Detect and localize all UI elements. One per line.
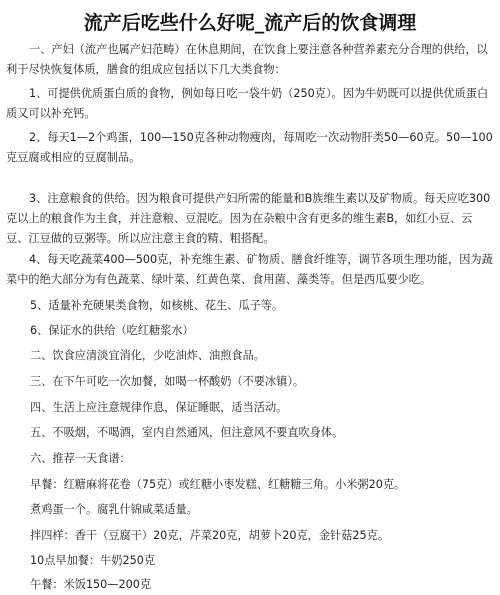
- paragraph-9: 四、生活上应注意规律作息，保证睡眠，适当活动。: [30, 401, 288, 414]
- paragraph-15: 10点早加餐：牛奶250克: [30, 554, 156, 567]
- paragraph-2: 2、每天1—2个鸡蛋，100—150克各种动物瘦肉，每周吃一次动物肝类50—60克。50—100克豆腐或相应的豆腐制品。: [6, 131, 493, 164]
- paragraph-6: 6、保证水的供给（吃红糖浆水）: [30, 324, 194, 337]
- paragraph-3: 3、注意粮食的供给。因为粮食可提供产妇所需的能量和B族维生素以及矿物质。每天应吃300克以上的粮食作为主食，并注意粮、豆混吃。因为在杂粮中含有更多的维生素B，如红小豆、云豆、江豆做的豆粥等。所以应注意主食的精、粗搭配。: [6, 192, 491, 245]
- paragraph-5: 5、适量补充硬果类食物，如核桃、花生、瓜子等。: [30, 299, 284, 312]
- paragraph-14: 拌四样：香干（豆腐干）20克，芹菜20克，胡萝卜20克，金针菇25克。: [30, 529, 390, 542]
- paragraph-16: 午餐：米饭150—200克: [30, 578, 152, 591]
- paragraph-13: 煮鸡蛋一个。腐乳什锦咸菜适量。: [30, 503, 198, 516]
- paragraph-10: 五、不吸烟，不喝酒，室内自然通风，但注意风不要直吹身体。: [30, 426, 344, 439]
- paragraph-7: 二、饮食应清淡宜消化，少吃油炸、油煎食品。: [30, 349, 265, 362]
- paragraph-intro: 一、产妇（流产也属产妇范畴）在休息期间，在饮食上要注意各种营养素充分合理的供给，以利于尽快恢复体质，膳食的组成应包括以下几大类食物：: [6, 43, 488, 76]
- paragraph-1: 1、可提供优质蛋白质的食物，例如每日吃一袋牛奶（250克）。因为牛奶既可以提供优质蛋白质又可以补充钙。: [6, 87, 489, 120]
- paragraph-12: 早餐：红糖麻将花卷（75克）或红糖小枣发糕、红糖糖三角。小米粥20克。: [30, 478, 406, 491]
- paragraph-8: 三、在下午可吃一次加餐，如喝一杯酸奶（不要冰镇）。: [30, 375, 305, 388]
- paragraph-4: 4、每天吃蔬菜400—500克，补充维生素、矿物质、膳食纤维等，调节各项生理功能，因为蔬菜中的绝大部分为有色蔬菜、绿叶菜、红黄色菜、食用菌、藻类等。但是西瓜要少吃。: [6, 253, 493, 286]
- paragraph-11: 六、推荐一天食谱：: [30, 452, 131, 465]
- article-title: 流产后吃些什么好呢_流产后的饮食调理: [83, 12, 417, 34]
